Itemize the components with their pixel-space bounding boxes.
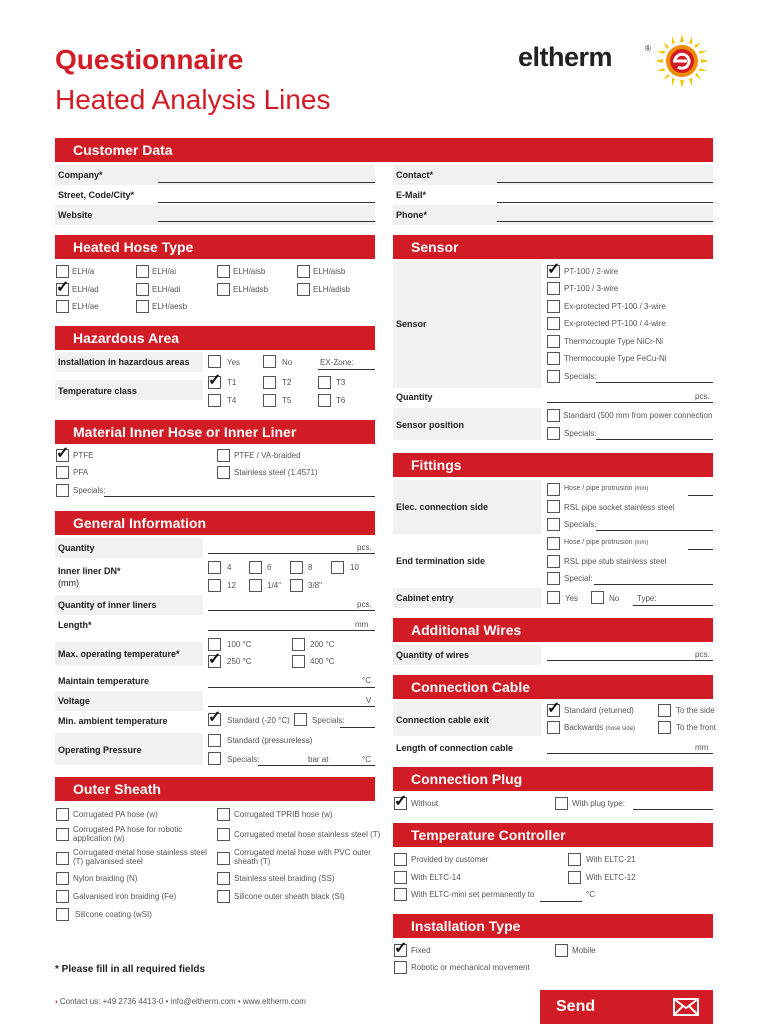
pressure-std-checkbox[interactable] xyxy=(208,734,221,747)
contact-label: Contact* xyxy=(396,170,434,180)
hose-option: ELH/adi xyxy=(152,285,181,294)
check-mark-icon: ✓ xyxy=(56,445,70,462)
street-field[interactable] xyxy=(158,202,375,203)
temp-100-checkbox[interactable] xyxy=(208,638,221,651)
hose-elh-adsb-checkbox[interactable] xyxy=(217,283,230,296)
dn-unit-label: (mm) xyxy=(58,578,79,588)
hazard-yes-label: Yes xyxy=(227,358,241,367)
sensor-specials-field[interactable] xyxy=(596,382,713,383)
envelope-icon xyxy=(673,998,699,1016)
temp-class-label: Temperature class xyxy=(58,386,137,396)
required-note: * Please fill in all required fields xyxy=(55,964,206,975)
elec-specials-checkbox[interactable] xyxy=(547,518,560,531)
wires-qty-label: Quantity of wires xyxy=(396,650,470,660)
outer-option: Corrugated metal hose with PVC outer sheath (T) xyxy=(234,848,371,866)
dn-option: 12 xyxy=(227,581,236,590)
hose-option: ELH/adsb xyxy=(233,285,269,294)
check-mark-icon: ✓ xyxy=(394,940,408,957)
hose-option: ELH/aisb xyxy=(233,267,266,276)
operating-pressure-label: Operating Pressure xyxy=(58,745,142,755)
cable-back-label: Backwards (hose side) xyxy=(564,723,636,732)
elec-rsl-label: RSL pipe socket stainless steel xyxy=(564,503,675,512)
max-temp-option: 100 °C xyxy=(227,640,252,649)
cabinet-type-label: Type: xyxy=(637,594,657,603)
unit: pcs. xyxy=(357,600,372,609)
outer-silicone-black-checkbox[interactable] xyxy=(217,890,230,903)
cabinet-no-label: No xyxy=(609,594,620,603)
outer-sheath-heading: Outer Sheath xyxy=(55,777,375,801)
temp-controller-heading: Temperature Controller xyxy=(393,823,713,847)
dn-4-checkbox[interactable] xyxy=(208,561,221,574)
end-termination-label: End termination side xyxy=(396,556,486,566)
min-ambient-std-label: Standard (-20 °C) xyxy=(227,716,290,725)
cabinet-type-field[interactable] xyxy=(633,605,713,606)
ex-zone-field[interactable] xyxy=(318,369,375,370)
hose-elh-ae-checkbox[interactable] xyxy=(56,300,69,313)
elec-specials-field[interactable] xyxy=(596,530,713,531)
dn-8-checkbox[interactable] xyxy=(290,561,303,574)
voltage-field[interactable] xyxy=(208,706,375,707)
sensor-pos-spec-field[interactable] xyxy=(596,439,713,440)
install-mobile-checkbox[interactable] xyxy=(555,944,568,957)
hose-elh-ai-checkbox[interactable] xyxy=(136,265,149,278)
check-mark-icon: ✓ xyxy=(547,261,561,278)
sun-logo-icon xyxy=(655,34,709,88)
outer-nylon-checkbox[interactable] xyxy=(56,872,69,885)
material-specials-label: Specials: xyxy=(73,486,106,495)
outer-metal-galv-checkbox[interactable] xyxy=(56,852,69,865)
temp-class-option: T4 xyxy=(227,396,237,405)
temp-class-option: T6 xyxy=(336,396,346,405)
sensor-option: Thermocouple Type NiCr-Ni xyxy=(564,337,663,346)
wires-qty-field[interactable] xyxy=(547,660,713,661)
maintain-temp-label: Maintain temperature xyxy=(58,676,150,686)
stainless-label: Stainless steel (1.4571) xyxy=(234,468,318,477)
sensor-pos-std-label: Standard (500 mm from power connection xyxy=(563,411,713,420)
elec-protrusion-label: Hose / pipe protrusion (mm) xyxy=(564,485,649,492)
outer-option: Corrugated PA hose for robotic application (w) xyxy=(73,825,183,843)
material-specials-checkbox[interactable] xyxy=(56,484,69,497)
outer-ss-braid-checkbox[interactable] xyxy=(217,872,230,885)
hose-option: ELH/ad xyxy=(72,285,99,294)
cable-length-label: Length of connection cable xyxy=(396,743,514,753)
ctrl-eltc14-label: With ELTC-14 xyxy=(411,873,461,882)
outer-option: Silicone outer sheath black (SI) xyxy=(234,892,345,901)
sensor-pos-std-checkbox[interactable] xyxy=(547,409,560,422)
material-specials-field[interactable] xyxy=(104,496,375,497)
stainless-checkbox[interactable] xyxy=(217,466,230,479)
max-temp-label: Max. operating temperature* xyxy=(58,649,180,659)
email-label: E-Mail* xyxy=(396,190,427,200)
plug-without-label: Without xyxy=(411,799,439,808)
ctrl-mini-field[interactable] xyxy=(540,901,582,902)
sensor-fecu-checkbox[interactable] xyxy=(547,352,560,365)
elec-protrusion-checkbox[interactable] xyxy=(547,483,560,496)
outer-pa-robotic-checkbox[interactable] xyxy=(56,828,69,841)
hose-elh-adisb-checkbox[interactable] xyxy=(297,283,310,296)
sensor-heading: Sensor xyxy=(393,235,713,259)
website-field[interactable] xyxy=(158,221,375,222)
hazard-yes-checkbox[interactable] xyxy=(208,355,221,368)
sensor-position-label: Sensor position xyxy=(396,420,465,430)
quantity-field[interactable] xyxy=(208,553,375,554)
dn-6-checkbox[interactable] xyxy=(249,561,262,574)
installation-type-heading: Installation Type xyxy=(393,914,713,938)
outer-pa-checkbox[interactable] xyxy=(56,808,69,821)
install-mobile-label: Mobile xyxy=(572,946,596,955)
temp-class-option: T2 xyxy=(282,378,292,387)
pressure-std-label: Standard (pressureless) xyxy=(227,736,313,745)
check-mark-icon: ✓ xyxy=(394,793,408,810)
dn-option: 1/4" xyxy=(267,581,281,590)
hazard-no-checkbox[interactable] xyxy=(263,355,276,368)
outer-silicone-coat-checkbox[interactable] xyxy=(56,908,69,921)
end-special-field[interactable] xyxy=(594,584,713,585)
elec-protrusion-field[interactable] xyxy=(688,495,713,496)
maintain-temp-field[interactable] xyxy=(208,687,375,688)
temp-200-checkbox[interactable] xyxy=(292,638,305,651)
sensor-nicr-checkbox[interactable] xyxy=(547,335,560,348)
phone-field[interactable] xyxy=(497,221,713,222)
end-rsl-label: RSL pipe stub stainless steel xyxy=(564,557,667,566)
end-rsl-stub-checkbox[interactable] xyxy=(547,555,560,568)
end-special-label: Special: xyxy=(564,574,593,583)
sensor-pos-spec-label: Specials: xyxy=(564,429,597,438)
unit: °C xyxy=(586,890,595,899)
min-ambient-label: Min. ambient temperature xyxy=(58,716,168,726)
hose-option: ELH/a xyxy=(72,267,95,276)
sensor-ex-4-checkbox[interactable] xyxy=(547,317,560,330)
sensor-quantity-field[interactable] xyxy=(547,402,713,403)
brand-logo-text: eltherm xyxy=(518,42,613,72)
outer-metal-ss-checkbox[interactable] xyxy=(217,828,230,841)
company-label: Company* xyxy=(58,170,103,180)
temp-class-option: T1 xyxy=(227,378,237,387)
sensor-pt100-3-checkbox[interactable] xyxy=(547,282,560,295)
temp-t2-checkbox[interactable] xyxy=(263,376,276,389)
end-protrusion-label: Hose / pipe protrusion (mm) xyxy=(564,539,649,546)
max-temp-option: 200 °C xyxy=(310,640,335,649)
end-protrusion-field[interactable] xyxy=(688,549,713,550)
unit: pcs. xyxy=(695,650,710,659)
dn-10-checkbox[interactable] xyxy=(331,561,344,574)
min-ambient-specials-field[interactable] xyxy=(340,727,375,728)
outer-option: Corrugated metal hose stainless steel (T) xyxy=(234,830,381,839)
hose-type-heading: Heated Hose Type xyxy=(55,235,375,259)
voltage-label: Voltage xyxy=(58,696,90,706)
qty-inner-liners-label: Quantity of inner liners xyxy=(58,600,157,610)
pfa-label: PFA xyxy=(73,468,89,477)
connection-cable-heading: Connection Cable xyxy=(393,675,713,699)
dn-option: 6 xyxy=(267,563,272,572)
cabinet-yes-checkbox[interactable] xyxy=(547,591,560,604)
ptfe-va-checkbox[interactable] xyxy=(217,449,230,462)
end-protrusion-checkbox[interactable] xyxy=(547,537,560,550)
cable-front-checkbox[interactable] xyxy=(658,721,671,734)
temp-t4-checkbox[interactable] xyxy=(208,394,221,407)
hazardous-area-heading: Hazardous Area xyxy=(55,326,375,350)
temp-class-option: T5 xyxy=(282,396,292,405)
plug-type-field[interactable] xyxy=(633,809,713,810)
check-mark-icon: ✓ xyxy=(208,372,222,389)
end-special-checkbox[interactable] xyxy=(547,572,560,585)
email-field[interactable] xyxy=(497,202,713,203)
dn-1-4-checkbox[interactable] xyxy=(249,579,262,592)
outer-option: Silicone coating (wSI) xyxy=(75,910,152,919)
length-label: Length* xyxy=(58,620,92,630)
elec-side-label: Elec. connection side xyxy=(396,502,489,512)
page-title: Questionnaire xyxy=(55,44,244,75)
temp-t5-checkbox[interactable] xyxy=(263,394,276,407)
hose-elh-a-checkbox[interactable] xyxy=(56,265,69,278)
sensor-option: PT-100 / 2-wire xyxy=(564,267,619,276)
ctrl-eltc12-label: With ELTC-12 xyxy=(586,873,636,882)
send-label: Send xyxy=(556,998,596,1015)
min-ambient-specials-checkbox[interactable] xyxy=(294,713,307,726)
pfa-checkbox[interactable] xyxy=(56,466,69,479)
additional-wires-heading: Additional Wires xyxy=(393,618,713,642)
temp-t3-checkbox[interactable] xyxy=(318,376,331,389)
send-button[interactable] xyxy=(540,990,713,1024)
ctrl-eltc21-label: With ELTC-21 xyxy=(586,855,636,864)
outer-option: Stainless steel braiding (SS) xyxy=(234,874,335,883)
cabinet-entry-label: Cabinet entry xyxy=(396,593,454,603)
ptfe-label: PTFE xyxy=(73,451,94,460)
outer-metal-pvc-checkbox[interactable] xyxy=(217,852,230,865)
dn-12-checkbox[interactable] xyxy=(208,579,221,592)
plug-with-checkbox[interactable] xyxy=(555,797,568,810)
hose-option: ELH/adisb xyxy=(313,285,350,294)
footer-contact-text: Contact us: +49 2736 4413-0 • info@eltherm.com • www.eltherm.com xyxy=(59,997,306,1006)
website-label: Website xyxy=(58,210,93,220)
dn-option: 10 xyxy=(350,563,359,572)
dn-label: Inner liner DN* xyxy=(58,566,121,576)
hose-option: ELH/ae xyxy=(72,302,99,311)
ctrl-mini-checkbox[interactable] xyxy=(394,888,407,901)
hose-elh-adi-checkbox[interactable] xyxy=(136,283,149,296)
dn-option: 3/8" xyxy=(308,581,322,590)
hose-elh-aesb-checkbox[interactable] xyxy=(136,300,149,313)
hose-option: ELH/aesb xyxy=(152,302,188,311)
phone-label: Phone* xyxy=(396,210,428,220)
bar-at-label: bar at xyxy=(308,755,329,764)
cable-front-label: To the front xyxy=(676,723,717,732)
outer-option: Corrugated TPRIB hose (w) xyxy=(234,810,333,819)
check-mark-icon: ✓ xyxy=(56,279,70,296)
plug-with-label: With plug type: xyxy=(572,799,625,808)
temp-400-checkbox[interactable] xyxy=(292,655,305,668)
cable-std-label: Standard (returned) xyxy=(564,706,634,715)
cable-exit-label: Connection cable exit xyxy=(396,715,490,725)
hose-option: ELH/aisb xyxy=(313,267,346,276)
ctrl-customer-checkbox[interactable] xyxy=(394,853,407,866)
install-robotic-label: Robotic or mechanical movement xyxy=(411,963,530,972)
hazard-no-label: No xyxy=(282,358,293,367)
quantity-label: Quantity xyxy=(58,543,95,553)
min-ambient-specials-label: Specials: xyxy=(312,716,345,725)
dn-option: 4 xyxy=(227,563,232,572)
sensor-specials-checkbox[interactable] xyxy=(547,370,560,383)
unit: °C xyxy=(362,755,371,764)
check-mark-icon: ✓ xyxy=(208,651,222,668)
sensor-ex-3-checkbox[interactable] xyxy=(547,300,560,313)
ctrl-mini-label: With ELTC-mini set permanently to xyxy=(411,890,535,899)
outer-galv-braid-checkbox[interactable] xyxy=(56,890,69,903)
street-label: Street, Code/City* xyxy=(58,190,135,200)
outer-option: Galvanised iron braiding (Fe) xyxy=(73,892,177,901)
ctrl-eltc21-checkbox[interactable] xyxy=(568,853,581,866)
sensor-label: Sensor xyxy=(396,319,427,329)
ex-zone-label: EX-Zone: xyxy=(320,358,354,367)
check-mark-icon: ✓ xyxy=(208,709,222,726)
ctrl-eltc14-checkbox[interactable] xyxy=(394,871,407,884)
sensor-option: Specials: xyxy=(564,372,597,381)
ptfe-va-label: PTFE / VA-braided xyxy=(234,451,301,460)
page-subtitle: Heated Analysis Lines xyxy=(55,84,331,115)
pressure-specials-label: Specials: xyxy=(227,755,260,764)
hose-elh-aisb-checkbox[interactable] xyxy=(217,265,230,278)
sensor-option: Ex-protected PT-100 / 3-wire xyxy=(564,302,666,311)
cable-side-label: To the side xyxy=(676,706,715,715)
brand-registered: ® xyxy=(645,44,651,53)
unit: °C xyxy=(362,676,371,685)
contact-field[interactable] xyxy=(497,182,713,183)
install-hazard-label: Installation in hazardous areas xyxy=(58,357,190,367)
sensor-option: Ex-protected PT-100 / 4-wire xyxy=(564,319,666,328)
unit: mm xyxy=(695,743,709,752)
pressure-specials-field[interactable] xyxy=(258,765,375,766)
customer-data-heading: Customer Data xyxy=(55,138,713,162)
hose-option: ELH/ai xyxy=(152,267,177,276)
install-fixed-label: Fixed xyxy=(411,946,431,955)
footer-contact xyxy=(55,997,306,1006)
outer-option: Corrugated PA hose (w) xyxy=(73,810,158,819)
sensor-pos-spec-checkbox[interactable] xyxy=(547,427,560,440)
max-temp-option: 250 °C xyxy=(227,657,252,666)
length-field[interactable] xyxy=(208,630,375,631)
pressure-specials-checkbox[interactable] xyxy=(208,752,221,765)
outer-option: Nylon braiding (N) xyxy=(73,874,138,883)
hose-elh-aisb2-checkbox[interactable] xyxy=(297,265,310,278)
cabinet-no-checkbox[interactable] xyxy=(591,591,604,604)
elec-rsl-socket-checkbox[interactable] xyxy=(547,500,560,513)
cable-side-checkbox[interactable] xyxy=(658,704,671,717)
company-field[interactable] xyxy=(158,182,375,183)
ctrl-customer-label: Provided by customer xyxy=(411,855,489,864)
unit: mm xyxy=(355,620,369,629)
sensor-option: Thermocouple Type FeCu-Ni xyxy=(564,354,667,363)
outer-option: Corrugated metal hose stainless steel (T) galvanised steel xyxy=(73,848,207,866)
general-info-heading: General Information xyxy=(55,511,375,535)
temp-t6-checkbox[interactable] xyxy=(318,394,331,407)
chevron-right-icon: › xyxy=(55,997,58,1006)
elec-specials-label: Specials: xyxy=(564,520,597,529)
dn-3-8-checkbox[interactable] xyxy=(290,579,303,592)
qty-inner-liners-field[interactable] xyxy=(208,610,375,611)
outer-tprib-checkbox[interactable] xyxy=(217,808,230,821)
check-mark-icon: ✓ xyxy=(547,700,561,717)
unit: V xyxy=(366,696,372,705)
sensor-quantity-label: Quantity xyxy=(396,392,433,402)
connection-plug-heading: Connection Plug xyxy=(393,767,713,791)
material-heading: Material Inner Hose or Inner Liner xyxy=(55,420,375,444)
dn-option: 8 xyxy=(308,563,313,572)
max-temp-option: 400 °C xyxy=(310,657,335,666)
cable-back-checkbox[interactable] xyxy=(547,721,560,734)
cabinet-yes-label: Yes xyxy=(565,594,579,603)
fittings-heading: Fittings xyxy=(393,453,713,477)
sensor-option: PT-100 / 3-wire xyxy=(564,284,619,293)
cable-length-field[interactable] xyxy=(547,753,713,754)
unit: pcs. xyxy=(695,392,710,401)
ctrl-eltc12-checkbox[interactable] xyxy=(568,871,581,884)
install-robotic-checkbox[interactable] xyxy=(394,961,407,974)
unit: pcs. xyxy=(357,543,372,552)
temp-class-option: T3 xyxy=(336,378,346,387)
